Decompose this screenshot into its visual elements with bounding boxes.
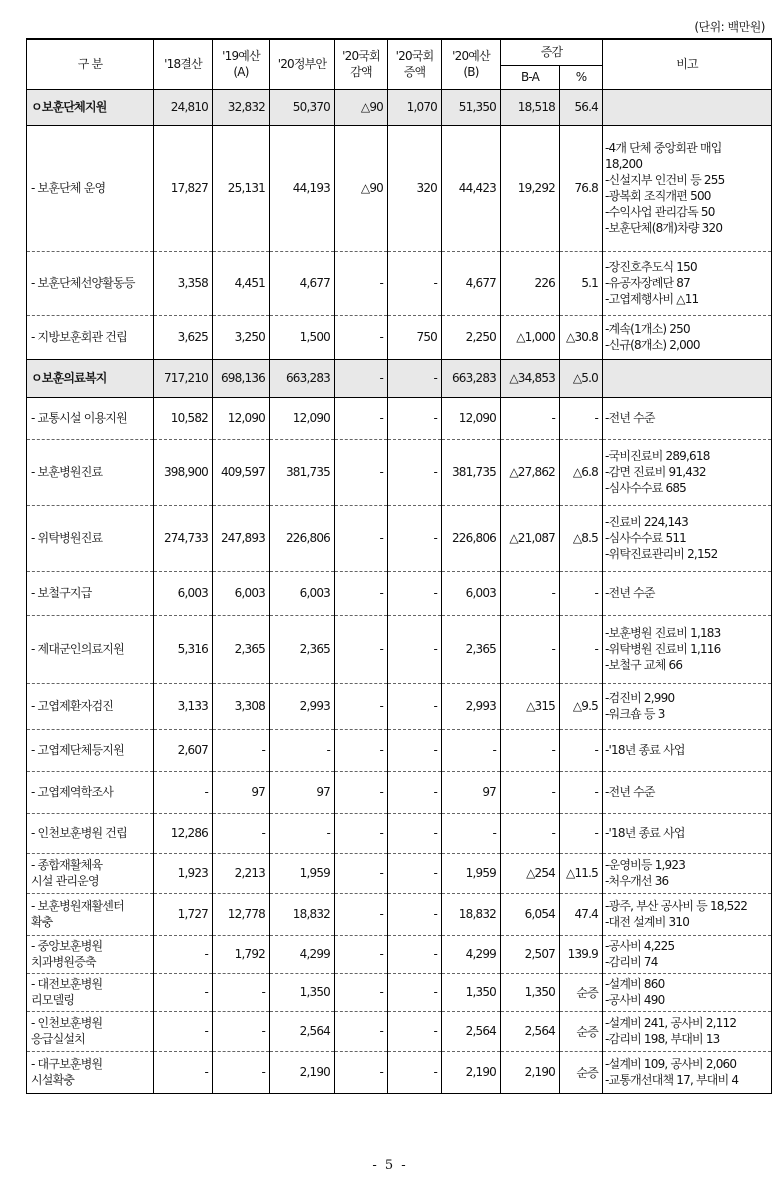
- note: -'18년 종료 사업: [603, 729, 772, 771]
- value-2020-budget: 51,350: [442, 89, 501, 125]
- note: -4개 단체 중앙회관 매입 18,200 -신설지부 인건비 등 255 -광복회 조직개편 500 -수익사업 관리감독 50 -보훈단체(8개)차량 320: [603, 125, 772, 251]
- value-2020-gov: 18,832: [270, 893, 335, 935]
- value-2020-budget: 663,283: [442, 359, 501, 397]
- value-change: 2,190: [501, 1051, 560, 1093]
- item-name: - 위탁병원진료: [27, 505, 154, 571]
- value-2020-budget: 6,003: [442, 571, 501, 615]
- note: -운영비등 1,923 -처우개선 36: [603, 853, 772, 893]
- value-change: △254: [501, 853, 560, 893]
- value-2020-cut: -: [335, 813, 388, 853]
- value-2020-gov: 50,370: [270, 89, 335, 125]
- value-2020-cut: -: [335, 397, 388, 439]
- value-2019: -: [213, 813, 270, 853]
- value-change-pct: △6.8: [560, 439, 603, 505]
- table-row: [27, 1011, 772, 1051]
- value-change: △315: [501, 683, 560, 729]
- value-change: 1,350: [501, 973, 560, 1011]
- item-name: - 제대군인의료지원: [27, 615, 154, 683]
- table-row: [27, 397, 772, 439]
- note: -전년 수준: [603, 771, 772, 813]
- value-2020-cut: △90: [335, 89, 388, 125]
- value-2018: 717,210: [154, 359, 213, 397]
- value-2020-budget: 2,365: [442, 615, 501, 683]
- header-change: 증감: [501, 39, 603, 65]
- value-2020-gov: 4,677: [270, 251, 335, 315]
- value-2020-gov: 381,735: [270, 439, 335, 505]
- value-change-pct: 47.4: [560, 893, 603, 935]
- value-2019: -: [213, 1051, 270, 1093]
- value-change: △34,853: [501, 359, 560, 397]
- table-row: [27, 251, 772, 315]
- value-2020-budget: 18,832: [442, 893, 501, 935]
- value-change: -: [501, 615, 560, 683]
- header-2020-budget-label: '20예산: [452, 49, 490, 64]
- value-2020-gov: 6,003: [270, 571, 335, 615]
- value-2018: 10,582: [154, 397, 213, 439]
- page-number: - 5 -: [372, 1158, 408, 1173]
- value-2019: 698,136: [213, 359, 270, 397]
- value-2020-budget: 1,350: [442, 973, 501, 1011]
- value-2020-gov: 97: [270, 771, 335, 813]
- value-2019: 25,131: [213, 125, 270, 251]
- value-2018: 398,900: [154, 439, 213, 505]
- value-2018: 6,003: [154, 571, 213, 615]
- note: -전년 수준: [603, 397, 772, 439]
- table-row: [27, 893, 772, 935]
- value-change-pct: 139.9: [560, 935, 603, 973]
- value-change-pct: 56.4: [560, 89, 603, 125]
- item-name: - 인천보훈병원 응급실설치: [27, 1011, 154, 1051]
- table-row: [27, 935, 772, 973]
- table-row: [27, 125, 772, 251]
- value-2020-budget: -: [442, 813, 501, 853]
- value-2020-add: -: [388, 683, 442, 729]
- value-2020-cut: -: [335, 973, 388, 1011]
- value-2020-add: 1,070: [388, 89, 442, 125]
- value-2019: 247,893: [213, 505, 270, 571]
- table-row: [27, 315, 772, 359]
- value-change: 2,507: [501, 935, 560, 973]
- header-2018: '18결산: [154, 39, 213, 89]
- table-row: [27, 813, 772, 853]
- value-2020-add: -: [388, 973, 442, 1011]
- note: -국비진료비 289,618 -감면 진료비 91,432 -심사수수료 685: [603, 439, 772, 505]
- table-row: [27, 683, 772, 729]
- header-2020-cut: [335, 39, 388, 89]
- value-2020-cut: -: [335, 935, 388, 973]
- header-2020-add-label: '20국회: [395, 49, 434, 64]
- value-change-pct: 5.1: [560, 251, 603, 315]
- value-change: 19,292: [501, 125, 560, 251]
- unit-label: (단위: 백만원): [694, 20, 765, 34]
- value-2020-cut: -: [335, 251, 388, 315]
- value-2018: 1,923: [154, 853, 213, 893]
- item-name: - 보훈병원진료: [27, 439, 154, 505]
- value-2019: 3,250: [213, 315, 270, 359]
- table-row: [27, 1051, 772, 1093]
- value-2018: 3,133: [154, 683, 213, 729]
- value-2020-cut: -: [335, 505, 388, 571]
- value-change-pct: -: [560, 615, 603, 683]
- value-2018: 3,358: [154, 251, 213, 315]
- value-2020-gov: 1,959: [270, 853, 335, 893]
- value-change: -: [501, 729, 560, 771]
- value-change: 6,054: [501, 893, 560, 935]
- note: [603, 359, 772, 397]
- item-name: - 고엽제단체등지원: [27, 729, 154, 771]
- value-2020-gov: 2,993: [270, 683, 335, 729]
- value-2018: 17,827: [154, 125, 213, 251]
- value-2019: 32,832: [213, 89, 270, 125]
- value-2019: 1,792: [213, 935, 270, 973]
- item-name: ㅇ보훈의료복지: [27, 359, 154, 397]
- item-name: - 인천보훈병원 건립: [27, 813, 154, 853]
- value-2020-gov: 2,564: [270, 1011, 335, 1051]
- value-2020-add: -: [388, 813, 442, 853]
- note: -'18년 종료 사업: [603, 813, 772, 853]
- value-2018: -: [154, 1051, 213, 1093]
- value-2018: 3,625: [154, 315, 213, 359]
- value-2019: 12,778: [213, 893, 270, 935]
- value-2018: 5,316: [154, 615, 213, 683]
- header-2020-add: [388, 39, 442, 89]
- table-row: [27, 973, 772, 1011]
- value-2020-gov: 2,190: [270, 1051, 335, 1093]
- value-change-pct: -: [560, 571, 603, 615]
- value-change: △27,862: [501, 439, 560, 505]
- item-name: - 지방보훈회관 건립: [27, 315, 154, 359]
- value-change-pct: 순증: [560, 1011, 603, 1051]
- value-change-pct: -: [560, 397, 603, 439]
- value-change-pct: △8.5: [560, 505, 603, 571]
- header-2020-cut-label: '20국회: [342, 49, 380, 64]
- note: -검진비 2,990 -워크숍 등 3: [603, 683, 772, 729]
- note: -설계비 241, 공사비 2,112 -감리비 198, 부대비 13: [603, 1011, 772, 1051]
- item-name: - 보훈병원재활센터 확충: [27, 893, 154, 935]
- value-2020-add: -: [388, 359, 442, 397]
- note: -공사비 4,225 -감리비 74: [603, 935, 772, 973]
- value-2018: 1,727: [154, 893, 213, 935]
- value-2020-gov: 663,283: [270, 359, 335, 397]
- value-2018: 12,286: [154, 813, 213, 853]
- value-change-pct: 순증: [560, 1051, 603, 1093]
- value-2020-budget: 44,423: [442, 125, 501, 251]
- note: -장진호추도식 150 -유공자장례단 87 -고엽제행사비 △11: [603, 251, 772, 315]
- value-2019: 97: [213, 771, 270, 813]
- table-row: [27, 615, 772, 683]
- note: -진료비 224,143 -심사수수료 511 -위탁진료관리비 2,152: [603, 505, 772, 571]
- value-2019: 12,090: [213, 397, 270, 439]
- value-2019: -: [213, 729, 270, 771]
- value-change-pct: 순증: [560, 973, 603, 1011]
- value-2020-budget: 381,735: [442, 439, 501, 505]
- value-2020-add: -: [388, 1011, 442, 1051]
- value-2020-budget: 2,190: [442, 1051, 501, 1093]
- value-2019: -: [213, 1011, 270, 1051]
- note: -전년 수준: [603, 571, 772, 615]
- value-2019: 6,003: [213, 571, 270, 615]
- budget-table: [26, 38, 772, 1094]
- header-gubun: 구 분: [27, 39, 154, 89]
- value-2020-add: -: [388, 615, 442, 683]
- value-change: -: [501, 397, 560, 439]
- item-name: ㅇ보훈단체지원: [27, 89, 154, 125]
- value-change: -: [501, 813, 560, 853]
- header-2020-gov: '20정부안: [270, 39, 335, 89]
- value-2020-budget: -: [442, 729, 501, 771]
- value-2019: 409,597: [213, 439, 270, 505]
- value-change-pct: △11.5: [560, 853, 603, 893]
- value-2020-budget: 1,959: [442, 853, 501, 893]
- value-2020-gov: 4,299: [270, 935, 335, 973]
- value-2020-gov: 1,500: [270, 315, 335, 359]
- header-2020-cut-sub: 감액: [350, 65, 372, 80]
- note: [603, 89, 772, 125]
- table-row: [27, 505, 772, 571]
- value-2020-gov: 44,193: [270, 125, 335, 251]
- value-2020-cut: -: [335, 1051, 388, 1093]
- value-2018: 2,607: [154, 729, 213, 771]
- value-2020-budget: 4,299: [442, 935, 501, 973]
- header-2019-sub: (A): [233, 65, 249, 80]
- value-2020-gov: 226,806: [270, 505, 335, 571]
- value-change-pct: -: [560, 813, 603, 853]
- value-2020-add: -: [388, 1051, 442, 1093]
- note: -설계비 109, 공사비 2,060 -교통개선대책 17, 부대비 4: [603, 1051, 772, 1093]
- value-2019: 3,308: [213, 683, 270, 729]
- value-change-pct: △5.0: [560, 359, 603, 397]
- value-2020-cut: -: [335, 1011, 388, 1051]
- value-2020-cut: -: [335, 615, 388, 683]
- value-2020-add: -: [388, 505, 442, 571]
- item-name: - 대전보훈병원 리모델링: [27, 973, 154, 1011]
- value-change-pct: △30.8: [560, 315, 603, 359]
- table-row: [27, 439, 772, 505]
- value-2020-budget: 4,677: [442, 251, 501, 315]
- value-change-pct: 76.8: [560, 125, 603, 251]
- value-2020-cut: -: [335, 729, 388, 771]
- item-name: - 교통시설 이용지원: [27, 397, 154, 439]
- header-ba: B-A: [501, 65, 560, 89]
- header-row-1: [27, 39, 772, 65]
- value-2020-budget: 2,564: [442, 1011, 501, 1051]
- value-2020-cut: -: [335, 893, 388, 935]
- value-2020-cut: -: [335, 359, 388, 397]
- item-name: - 대구보훈병원 시설확충: [27, 1051, 154, 1093]
- note: -보훈병원 진료비 1,183 -위탁병원 진료비 1,116 -보철구 교체 66: [603, 615, 772, 683]
- header-2019-label: '19예산: [222, 49, 260, 64]
- note: -설계비 860 -공사비 490: [603, 973, 772, 1011]
- value-change: 226: [501, 251, 560, 315]
- value-2018: -: [154, 973, 213, 1011]
- value-2019: -: [213, 973, 270, 1011]
- item-name: - 보훈단체선양활동등: [27, 251, 154, 315]
- value-2020-cut: -: [335, 683, 388, 729]
- header-2020-budget-sub: (B): [463, 65, 479, 80]
- value-change-pct: △9.5: [560, 683, 603, 729]
- value-change-pct: -: [560, 729, 603, 771]
- value-2020-cut: -: [335, 771, 388, 813]
- note: -계속(1개소) 250 -신규(8개소) 2,000: [603, 315, 772, 359]
- group-row: [27, 359, 772, 397]
- value-2019: 2,365: [213, 615, 270, 683]
- item-name: - 고엽제환자검진: [27, 683, 154, 729]
- table-row: [27, 771, 772, 813]
- value-2020-cut: △90: [335, 125, 388, 251]
- item-name: - 중앙보훈병원 치과병원증축: [27, 935, 154, 973]
- item-name: - 보철구지급: [27, 571, 154, 615]
- value-2020-budget: 2,250: [442, 315, 501, 359]
- header-2020-add-sub: 증액: [403, 65, 426, 80]
- value-2020-gov: 2,365: [270, 615, 335, 683]
- value-change: -: [501, 771, 560, 813]
- value-2020-add: -: [388, 893, 442, 935]
- value-2020-add: -: [388, 729, 442, 771]
- table-body: [27, 89, 772, 1093]
- group-row: [27, 89, 772, 125]
- table-row: [27, 729, 772, 771]
- value-2020-gov: 1,350: [270, 973, 335, 1011]
- value-2020-add: -: [388, 571, 442, 615]
- header-2019: [213, 39, 270, 89]
- value-change: △21,087: [501, 505, 560, 571]
- value-2019: 2,213: [213, 853, 270, 893]
- value-2020-add: 320: [388, 125, 442, 251]
- value-2020-budget: 97: [442, 771, 501, 813]
- value-2020-add: -: [388, 771, 442, 813]
- value-2020-budget: 2,993: [442, 683, 501, 729]
- value-change: 2,564: [501, 1011, 560, 1051]
- value-2020-gov: -: [270, 813, 335, 853]
- header-2020-budget: [442, 39, 501, 89]
- value-2020-add: -: [388, 251, 442, 315]
- table-row: [27, 571, 772, 615]
- item-name: - 고엽제역학조사: [27, 771, 154, 813]
- item-name: - 보훈단체 운영: [27, 125, 154, 251]
- value-2020-add: -: [388, 935, 442, 973]
- value-change: -: [501, 571, 560, 615]
- value-2019: 4,451: [213, 251, 270, 315]
- value-2018: -: [154, 935, 213, 973]
- value-2020-gov: 12,090: [270, 397, 335, 439]
- header-pct: %: [560, 65, 603, 89]
- value-2020-cut: -: [335, 571, 388, 615]
- value-2020-add: -: [388, 439, 442, 505]
- value-2020-add: -: [388, 853, 442, 893]
- value-change: 18,518: [501, 89, 560, 125]
- value-2018: 274,733: [154, 505, 213, 571]
- value-2018: 24,810: [154, 89, 213, 125]
- value-change: △1,000: [501, 315, 560, 359]
- item-name: - 종합재활체육 시설 관리운영: [27, 853, 154, 893]
- note: -광주, 부산 공사비 등 18,522 -대전 설계비 310: [603, 893, 772, 935]
- value-2020-budget: 12,090: [442, 397, 501, 439]
- value-2018: -: [154, 771, 213, 813]
- value-2020-add: 750: [388, 315, 442, 359]
- value-2020-cut: -: [335, 315, 388, 359]
- value-2020-cut: -: [335, 853, 388, 893]
- value-change-pct: -: [560, 771, 603, 813]
- value-2020-budget: 226,806: [442, 505, 501, 571]
- value-2020-add: -: [388, 397, 442, 439]
- header-note: 비고: [603, 39, 772, 89]
- value-2020-gov: -: [270, 729, 335, 771]
- value-2020-cut: -: [335, 439, 388, 505]
- table-row: [27, 853, 772, 893]
- value-2018: -: [154, 1011, 213, 1051]
